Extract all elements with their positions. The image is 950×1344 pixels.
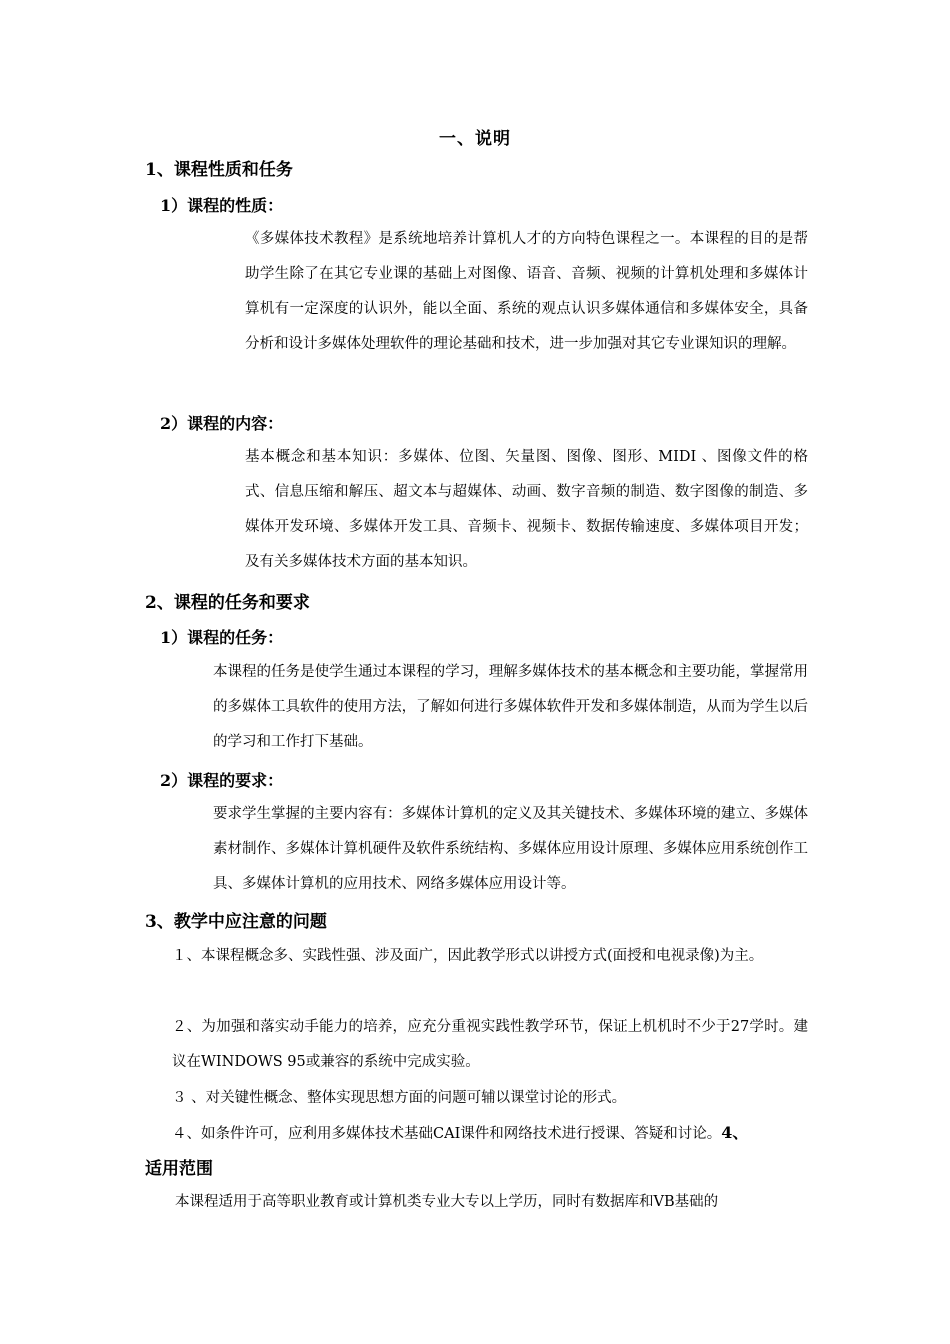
paragraph: 本课程的任务是使学生通过本课程的学习，理解多媒体技术的基本概念和主要功能，掌握常用的多媒体工具软件的使用方法，了解如何进行多媒体软件开发和多媒体制造，从而为学生以后的学习和工作打下基础。 — [213, 664, 808, 750]
section-4-number: 4、 — [721, 1123, 749, 1142]
list-item: １、本课程概念多、实践性强、涉及面广，因此教学形式以讲授方式(面授和电视录像)为主。 — [172, 948, 764, 964]
section-2-heading: 2、课程的任务和要求 — [145, 593, 310, 613]
section-4-text — [175, 1185, 808, 1220]
subsection-1-2-text — [245, 440, 808, 580]
list-item: ２、为加强和落实动手能力的培养，应充分重视实践性教学环节，保证上机机时不少于27学时。建议在WINDOWS 95或兼容的系统中完成实验。 — [172, 1019, 808, 1070]
subsection-2-2-text — [213, 797, 808, 902]
subsection-1-2-heading: 2）课程的内容： — [160, 414, 284, 433]
list-item-text: ４、如条件许可，应利用多媒体技术基础CAI课件和网络技术进行授课、答疑和讨论。 — [172, 1126, 722, 1142]
subsection-2-1-heading: 1）课程的任务： — [160, 628, 284, 647]
subsection-1-1-heading: 1）课程的性质： — [160, 196, 284, 215]
paragraph: 要求学生掌握的主要内容有：多媒体计算机的定义及其关键技术、多媒体环境的建立、多媒体素材制作、多媒体计算机硬件及软件系统结构、多媒体应用设计原理、多媒体应用系统创作工具、多媒体计算机的应用技术、网络多媒体应用设计等。 — [213, 806, 808, 892]
subsection-2-1-text — [213, 655, 808, 760]
section-3-heading: 3、教学中应注意的问题 — [145, 912, 327, 932]
list-item: ３ 、对关键性概念、整体实现思想方面的问题可辅以课堂讨论的形式。 — [172, 1090, 627, 1106]
subsection-1-1-text — [245, 222, 808, 362]
subsection-2-2-heading: 2）课程的要求： — [160, 771, 284, 790]
paragraph: 本课程适用于高等职业教育或计算机类专业大专以上学历，同时有数据库和VB基础的 — [175, 1194, 719, 1210]
list-item — [172, 1115, 808, 1152]
section-4-heading: 适用范围 — [145, 1159, 213, 1179]
page-title: 一、说明 — [439, 129, 511, 149]
section-1-heading: 1、课程性质和任务 — [145, 160, 293, 180]
paragraph: 《多媒体技术教程》是系统地培养计算机人才的方向特色课程之一。本课程的目的是帮助学生除了在其它专业课的基础上对图像、语音、音频、视频的计算机处理和多媒体计算机有一定深度的认识外，能以全面、系统的观点认识多媒体通信和多媒体安全，具备分析和设计多媒体处理软件的理论基础和技术，进一步加强对其它专业课知识的理解。 — [245, 231, 808, 352]
paragraph: 基本概念和基本知识：多媒体、位图、矢量图、图像、图形、MIDI 、图像文件的格式、信息压缩和解压、超文本与超媒体、动画、数字音频的制造、数字图像的制造、多媒体开发环境、多媒体开发工具、音频卡、视频卡、数据传输速度、多媒体项目开发；及有关多媒体技术方面的基本知识。 — [245, 449, 808, 570]
